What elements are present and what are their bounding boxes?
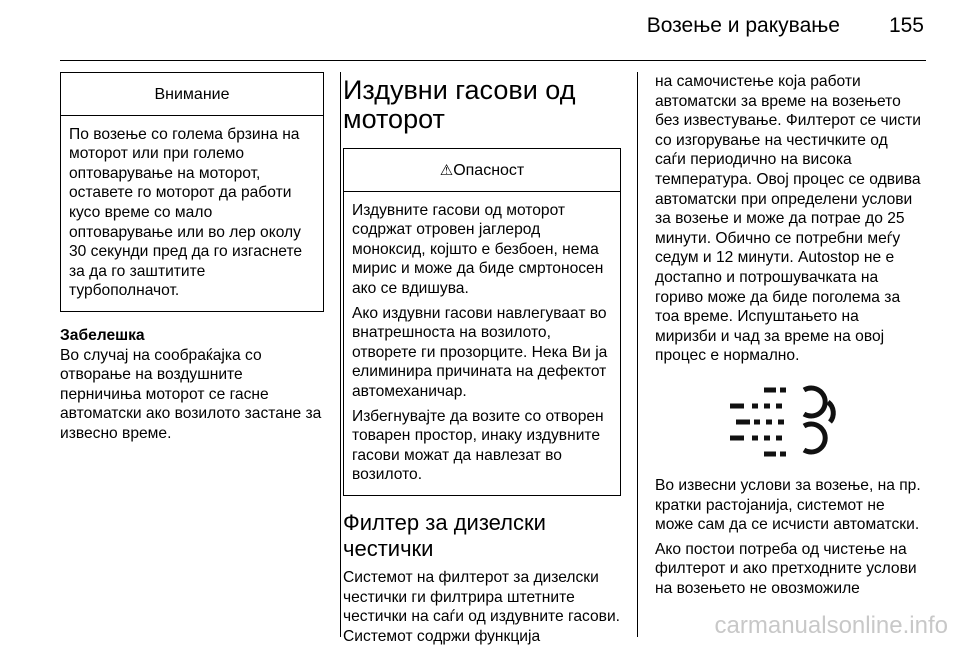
page-header-title: Возење и ракување — [646, 14, 840, 37]
danger-heading-label: Опасност — [453, 162, 525, 179]
danger-heading — [344, 149, 620, 192]
dpf-intro-text: Системот на филтерот за дизелски честички ги филтрира штетните честички на саѓи од издувните гасови. Системот содржи функција — [343, 568, 620, 645]
note-text: Во случај на сообраќајка со отворање на воздушните перничиња моторот се гасне автоматски ако возилото застане за извесно време. — [60, 346, 322, 442]
danger-paragraph: Избегнувајте да возите со отворен товарен простор, инаку издувните гасови можат да навлезат во возилото. — [352, 407, 604, 484]
danger-paragraph: Ако издувни гасови навлегуваат во внатрешноста на возилото, отворете ги прозорците. Нека Ви ја елиминира причината на дефектот автомеханичар. — [352, 304, 608, 400]
section-heading-dpf: Филтер за дизелски честички — [343, 509, 546, 561]
header-rule — [60, 60, 926, 61]
dpf-paragraph-3: Ако постои потреба од чистење на филтерот и ако претходните услови на возењето не овозможиле — [655, 540, 917, 597]
column-divider — [340, 72, 341, 637]
diesel-particle-filter-icon — [728, 380, 848, 460]
column-divider — [637, 72, 638, 637]
caution-text: По возење со голема брзина на моторот или при големо оптоварување на моторот, оставете го моторот да работи кусо време со мало оптоварување или во лер околу 30 секунди пред да го изгаснете за да го заштитите турбополначот. — [69, 125, 303, 300]
danger-box — [343, 148, 621, 496]
page-number: 155 — [888, 14, 924, 37]
caution-heading: Внимание — [61, 73, 323, 116]
warning-triangle-icon: ⚠ — [439, 162, 454, 179]
caution-box — [60, 72, 324, 312]
column-2 — [343, 72, 621, 646]
note-heading: Забелешка — [60, 326, 145, 344]
dpf-paragraph-2: Во извесни услови за возење, на пр. кратки растојанија, системот не може сам да се исчисти автоматски. — [655, 476, 921, 534]
section-heading-exhaust: Издувни гасови од моторот — [343, 75, 576, 134]
watermark: carmanualsonline.info — [714, 612, 948, 639]
column-3 — [655, 72, 921, 603]
dpf-paragraph-1: на самочистење која работи автоматски за време на возењето без известување. Филтерот се чисти со изгорување на честичките од саѓи периодично на висока температура. Овој процес се одвива автоматски при определени услови за возење и може да потрае до 25 минути. Обично се потребни меѓу седум и 12 минути. Autostop не е достапно и потрошувачката на гориво може да биде поголема за тоа време. Испуштањето на миризби и чад за време на овој процес е нормално. — [655, 73, 921, 365]
danger-paragraph: Издувните гасови од моторот содржат отровен јаглерод моноксид, којшто е безбоен, нема мирис и може да биде смртоносен ако се вдишува. — [352, 201, 604, 297]
column-1 — [60, 72, 324, 444]
